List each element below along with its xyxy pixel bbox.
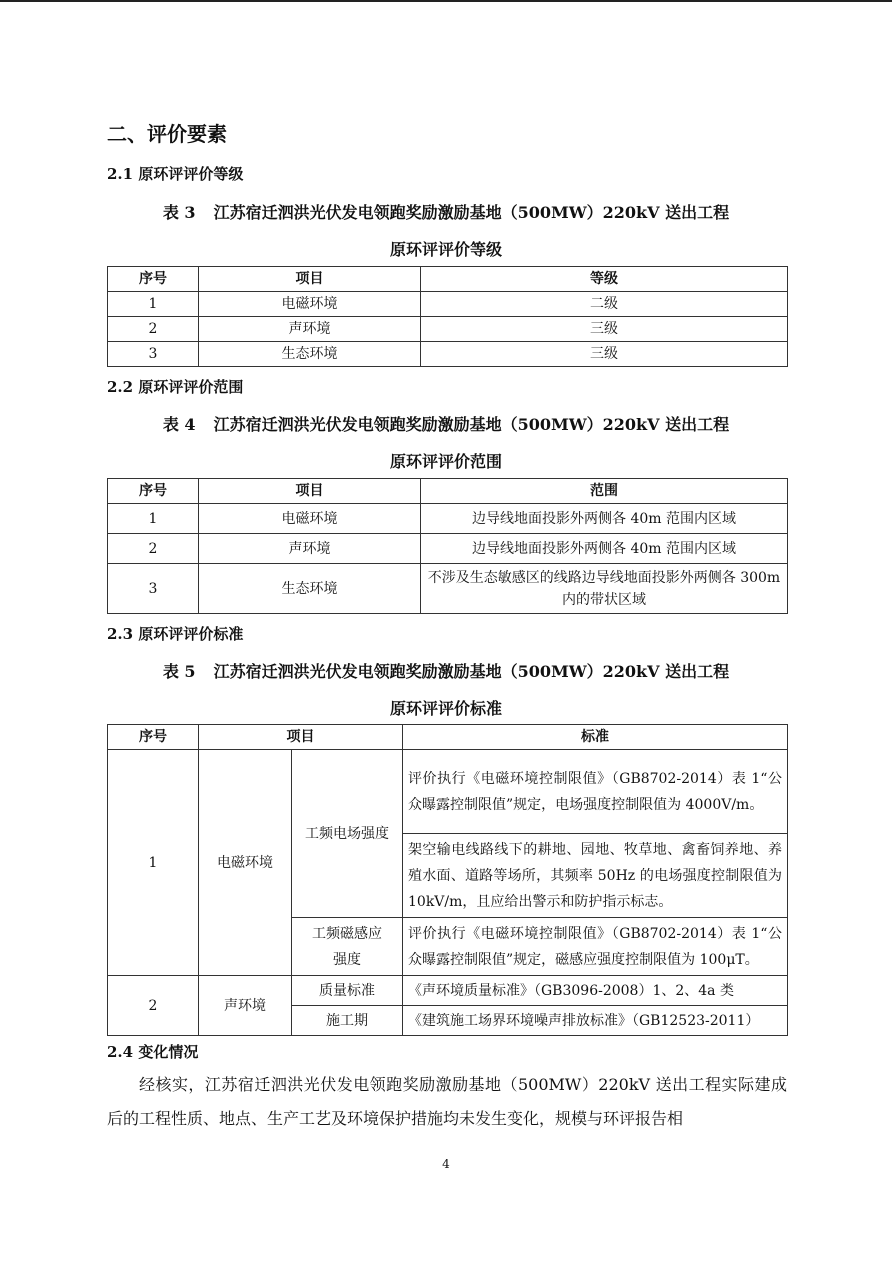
table-cell: 工频磁感应强度 [292, 918, 403, 976]
table3-caption-text: 江苏宿迁泗洪光伏发电领跑奖励激励基地（500MW）220kV 送出工程 [213, 203, 730, 222]
table5-caption-text: 江苏宿迁泗洪光伏发电领跑奖励激励基地（500MW）220kV 送出工程 [213, 662, 730, 681]
table-cell: 2 [108, 976, 199, 1036]
table4-caption-text: 江苏宿迁泗洪光伏发电领跑奖励激励基地（500MW）220kV 送出工程 [213, 415, 730, 434]
header-cell: 项目 [199, 479, 421, 504]
table-cell: 2 [108, 534, 199, 564]
header-cell: 等级 [421, 267, 788, 292]
header-cell: 序号 [108, 479, 199, 504]
table-cell: 三级 [421, 317, 788, 342]
table-cell: 三级 [421, 342, 788, 367]
table3-caption-line1 [0, 200, 892, 223]
header-cell: 项目 [199, 725, 403, 750]
table-cell: 工频电场强度 [292, 750, 403, 918]
header-cell: 标准 [403, 725, 788, 750]
table-row [108, 342, 788, 367]
table-cell: 1 [108, 504, 199, 534]
table-cell: 电磁环境 [199, 504, 421, 534]
table5-caption-line1 [0, 659, 892, 682]
table-cell: 电磁环境 [199, 750, 292, 976]
table-header-row [108, 479, 788, 504]
table5-caption-line2: 原环评评价标准 [389, 699, 502, 718]
table-row [108, 534, 788, 564]
table3-number: 表 3 [162, 203, 196, 222]
table-cell: 评价执行《电磁环境控制限值》（GB8702-2014）表 1“公众曝露控制限值”规定，磁感应强度控制限值为 100μT。 [403, 918, 788, 976]
table-5 [107, 724, 788, 1036]
table-cell: 声环境 [199, 317, 421, 342]
heading-2-4: 2.4 变化情况 [107, 1043, 199, 1061]
top-border [0, 0, 892, 2]
header-cell: 序号 [108, 725, 199, 750]
table-row [108, 976, 788, 1006]
body-paragraph: 经核实，江苏宿迁泗洪光伏发电领跑奖励激励基地（500MW）220kV 送出工程实际建成后的工程性质、地点、生产工艺及环境保护措施均未发生变化，规模与环评报告相 [107, 1075, 787, 1128]
table-cell: 1 [108, 292, 199, 317]
table4-number: 表 4 [162, 415, 196, 434]
table-cell: 不涉及生态敏感区的线路边导线地面投影外两侧各 300m 内的带状区域 [421, 564, 788, 614]
table-cell: 质量标准 [292, 976, 403, 1006]
header-cell: 项目 [199, 267, 421, 292]
header-cell: 范围 [421, 479, 788, 504]
table-row [108, 564, 788, 614]
header-cell: 序号 [108, 267, 199, 292]
table-cell: 电磁环境 [199, 292, 421, 317]
table-row [108, 317, 788, 342]
table-cell: 生态环境 [199, 564, 421, 614]
table-cell: 边导线地面投影外两侧各 40m 范围内区域 [421, 534, 788, 564]
section-title: 二、评价要素 [107, 122, 227, 146]
table-4 [107, 478, 788, 614]
table-cell: 3 [108, 564, 199, 614]
table-row [108, 292, 788, 317]
table-cell: 3 [108, 342, 199, 367]
heading-2-2: 2.2 原环评评价范围 [107, 378, 244, 396]
table-cell: 生态环境 [199, 342, 421, 367]
table-3 [107, 266, 788, 367]
table4-caption-line1 [0, 412, 892, 435]
table-header-row [108, 725, 788, 750]
table-cell: 2 [108, 317, 199, 342]
table-row [108, 750, 788, 834]
table4-caption-line2: 原环评评价范围 [389, 452, 502, 471]
table-cell: 施工期 [292, 1006, 403, 1036]
page-number: 4 [442, 1157, 450, 1171]
table-header-row [108, 267, 788, 292]
heading-2-1: 2.1 原环评评价等级 [107, 165, 244, 183]
table-cell: 声环境 [199, 976, 292, 1036]
table-cell: 《声环境质量标准》（GB3096-2008）1、2、4a 类 [403, 976, 788, 1006]
table-cell: 声环境 [199, 534, 421, 564]
table-cell: 《建筑施工场界环境噪声排放标准》（GB12523-2011） [403, 1006, 788, 1036]
table-cell: 1 [108, 750, 199, 976]
table5-number: 表 5 [162, 662, 196, 681]
table-cell: 评价执行《电磁环境控制限值》（GB8702-2014）表 1“公众曝露控制限值”规定，电场强度控制限值为 4000V/m。 [403, 750, 788, 834]
table3-caption-line2: 原环评评价等级 [389, 240, 502, 259]
heading-2-3: 2.3 原环评评价标准 [107, 625, 244, 643]
table-cell: 二级 [421, 292, 788, 317]
table-cell: 架空输电线路线下的耕地、园地、牧草地、禽畜饲养地、养殖水面、道路等场所，其频率 50Hz 的电场强度控制限值为 10kV/m，且应给出警示和防护指示标志。 [403, 834, 788, 918]
table-row [108, 504, 788, 534]
table-cell: 边导线地面投影外两侧各 40m 范围内区域 [421, 504, 788, 534]
